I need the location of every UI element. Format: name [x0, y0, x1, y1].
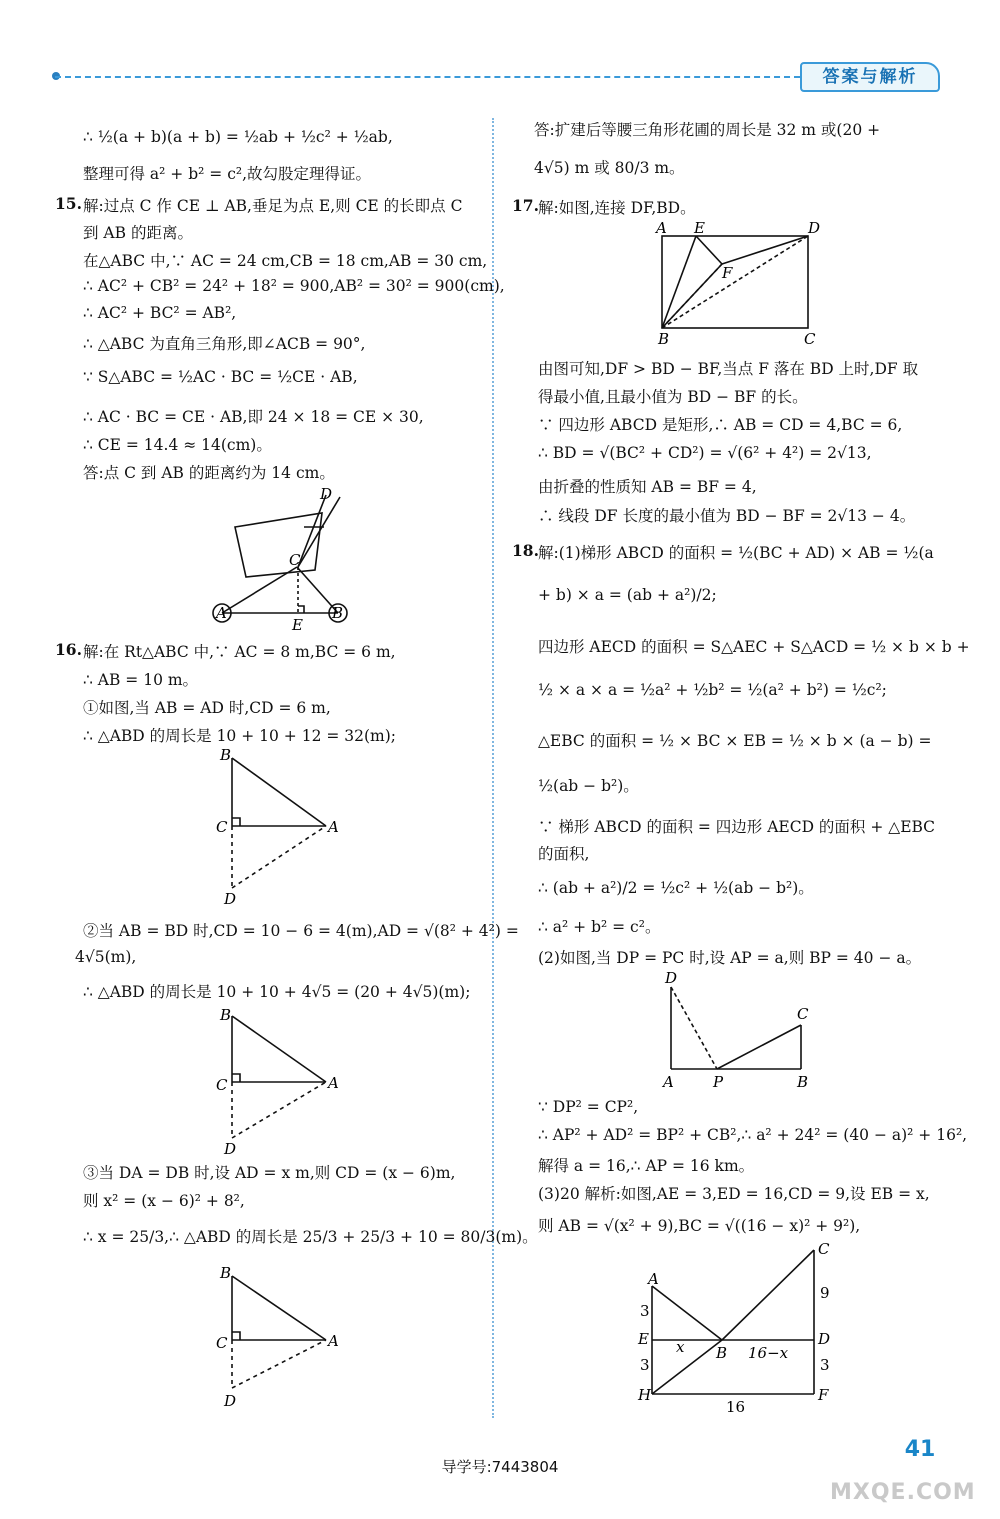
text-line: ∴ AC · BC = CE · AB,即 24 × 18 = CE × 30,: [83, 408, 424, 426]
text-line: ∴ △ABD 的周长是 10 + 10 + 4√5 = (20 + 4√5)(m);: [83, 983, 471, 1001]
label-D: D: [224, 890, 237, 908]
label-D: D: [665, 969, 678, 987]
label-C: C: [216, 1334, 228, 1352]
label-B: B: [716, 1344, 728, 1362]
question-number: 17.: [512, 196, 539, 215]
text-line: 则 AB = √(x² + 9),BC = √((16 − x)² + 9²),: [538, 1217, 861, 1235]
text-line: 答:扩建后等腰三角形花圃的周长是 32 m 或(20 +: [534, 121, 881, 139]
text-line: (3)20 解析:如图,AE = 3,ED = 16,CD = 9,设 EB = x,: [538, 1185, 930, 1203]
label-B: B: [220, 748, 232, 764]
text-line: 解得 a = 16,∴ AP = 16 km。: [538, 1157, 755, 1175]
label-D: D: [224, 1140, 237, 1158]
text-line: ½ × a × a = ½a² + ½b² = ½(a² + b²) = ½c²;: [538, 681, 887, 699]
text-line: 在△ABC 中,∵ AC = 24 cm,CB = 18 cm,AB = 30 cm,: [83, 252, 488, 270]
text-line: ∴ BD = √(BC² + CD²) = √(6² + 4²) = 2√13,: [538, 444, 872, 462]
label-A: A: [328, 818, 339, 836]
label-D: D: [818, 1330, 831, 1348]
text-line: ①如图,当 AB = AD 时,CD = 6 m,: [83, 699, 331, 717]
guide-number: 导学号:7443804: [441, 1458, 559, 1476]
figure-16-case1: [210, 748, 360, 908]
label-C: C: [804, 330, 816, 348]
text-line: ∴ a² + b² = c²。: [538, 918, 661, 936]
text-line: ∵ 四边形 ABCD 是矩形,∴ AB = CD = 4,BC = 6,: [538, 416, 903, 434]
label-B: B: [658, 330, 670, 348]
question-number: 15.: [55, 194, 82, 213]
label-B: B: [220, 1006, 232, 1024]
label-A: A: [328, 1074, 339, 1092]
text-line: 四边形 AECD 的面积 = S△AEC + S△ACD = ½ × b × b +: [538, 638, 970, 656]
label-E: E: [638, 1330, 649, 1348]
text-line: 由图可知,DF > BD − BF,当点 F 落在 BD 上时,DF 取: [538, 360, 919, 378]
text-line: ∴ ½(a + b)(a + b) = ½ab + ½c² + ½ab,: [83, 128, 393, 146]
figure-15-cart: [200, 485, 360, 635]
label-H: H: [638, 1386, 652, 1404]
text-line: 得最小值,且最小值为 BD − BF 的长。: [538, 388, 808, 406]
label-A: A: [216, 604, 227, 622]
label-3-DF: 3: [820, 1356, 830, 1374]
text-line: 解:在 Rt△ABC 中,∵ AC = 8 m,BC = 6 m,: [83, 643, 396, 661]
label-A: A: [328, 1332, 339, 1350]
label-F: F: [818, 1386, 829, 1404]
label-3-AE: 3: [640, 1302, 650, 1320]
question-number: 18.: [512, 541, 539, 560]
label-D: D: [808, 219, 821, 237]
label-E: E: [292, 616, 303, 634]
label-B: B: [332, 604, 344, 622]
text-line: 由折叠的性质知 AB = BF = 4,: [538, 478, 757, 496]
label-A: A: [656, 219, 667, 237]
watermark: MXQE.COM: [830, 1480, 976, 1505]
header-rule: [55, 76, 800, 78]
text-line: ∴ AB = 10 m。: [83, 671, 199, 689]
text-line: 解:如图,连接 DF,BD。: [538, 199, 696, 217]
label-E: E: [694, 219, 705, 237]
page-number: 41: [904, 1437, 936, 1462]
text-line: ∴ △ABC 为直角三角形,即∠ACB = 90°,: [83, 335, 366, 353]
label-3-EH: 3: [640, 1356, 650, 1374]
text-line: ②当 AB = BD 时,CD = 10 − 6 = 4(m),AD = √(8² + 4²) =: [83, 922, 519, 940]
text-line: ∴ AP² + AD² = BP² + CB²,∴ a² + 24² = (40 − a)² + 16²,: [538, 1126, 968, 1144]
label-B: B: [220, 1264, 232, 1282]
text-line: ∴ 线段 DF 长度的最小值为 BD − BF = 2√13 − 4。: [538, 507, 916, 525]
text-line: 解:过点 C 作 CE ⊥ AB,垂足为点 E,则 CE 的长即点 C: [83, 197, 463, 215]
text-line: 的面积,: [538, 845, 590, 863]
question-number: 16.: [55, 640, 82, 659]
figure-16-case3: [210, 1262, 360, 1422]
label-16-minus-x: 16−x: [748, 1344, 789, 1362]
text-line: 则 x² = (x − 6)² + 8²,: [83, 1192, 245, 1210]
text-line: ∴ AC² + BC² = AB²,: [83, 304, 237, 322]
text-line: 4√5(m),: [75, 948, 137, 966]
figure-18-part3: [630, 1236, 850, 1416]
label-B: B: [797, 1073, 809, 1091]
text-line: ∵ 梯形 ABCD 的面积 = 四边形 AECD 的面积 + △EBC: [538, 818, 936, 836]
label-F: F: [722, 264, 733, 282]
label-C: C: [818, 1240, 830, 1258]
figure-16-case2: [210, 1006, 360, 1166]
text-line: ∴ x = 25/3,∴ △ABD 的周长是 25/3 + 25/3 + 10 = 80/3(m)。: [83, 1228, 538, 1246]
label-P: P: [713, 1073, 724, 1091]
text-line: ∴ △ABD 的周长是 10 + 10 + 12 = 32(m);: [83, 727, 397, 745]
text-line: ½(ab − b²)。: [538, 777, 639, 795]
text-line: (2)如图,当 DP = PC 时,设 AP = a,则 BP = 40 − a。: [538, 949, 922, 967]
label-x: x: [676, 1338, 685, 1356]
text-line: 解:(1)梯形 ABCD 的面积 = ½(BC + AD) × AB = ½(a: [538, 544, 934, 562]
label-16: 16: [726, 1398, 746, 1416]
text-line: ∴ CE = 14.4 ≈ 14(cm)。: [83, 436, 272, 454]
label-C: C: [216, 818, 228, 836]
text-line: ③当 DA = DB 时,设 AD = x m,则 CD = (x − 6)m,: [83, 1164, 456, 1182]
label-D: D: [320, 485, 333, 503]
text-line: △EBC 的面积 = ½ × BC × EB = ½ × b × (a − b) =: [538, 732, 932, 750]
label-A: A: [648, 1270, 659, 1288]
label-9: 9: [820, 1284, 830, 1302]
text-line: + b) × a = (ab + a²)/2;: [538, 586, 717, 604]
text-line: 答:点 C 到 AB 的距离约为 14 cm。: [83, 464, 335, 482]
label-A: A: [663, 1073, 674, 1091]
figure-18-part2: [655, 967, 825, 1092]
text-line: 到 AB 的距离。: [83, 224, 193, 242]
label-C: C: [797, 1005, 809, 1023]
label-D: D: [224, 1392, 237, 1410]
text-line: ∴ (ab + a²)/2 = ½c² + ½(ab − b²)。: [538, 879, 814, 897]
text-line: 整理可得 a² + b² = c²,故勾股定理得证。: [83, 165, 372, 183]
section-tab: 答案与解析: [800, 62, 940, 92]
figure-17-rectangle: [650, 218, 830, 348]
text-line: ∴ AC² + CB² = 24² + 18² = 900,AB² = 30² = 900(cm),: [83, 277, 505, 295]
label-C: C: [289, 551, 301, 569]
label-C: C: [216, 1076, 228, 1094]
column-divider: [492, 118, 494, 1418]
text-line: 4√5) m 或 80/3 m。: [534, 159, 685, 177]
text-line: ∵ DP² = CP²,: [538, 1098, 639, 1116]
text-line: ∵ S△ABC = ½AC · BC = ½CE · AB,: [83, 368, 358, 386]
